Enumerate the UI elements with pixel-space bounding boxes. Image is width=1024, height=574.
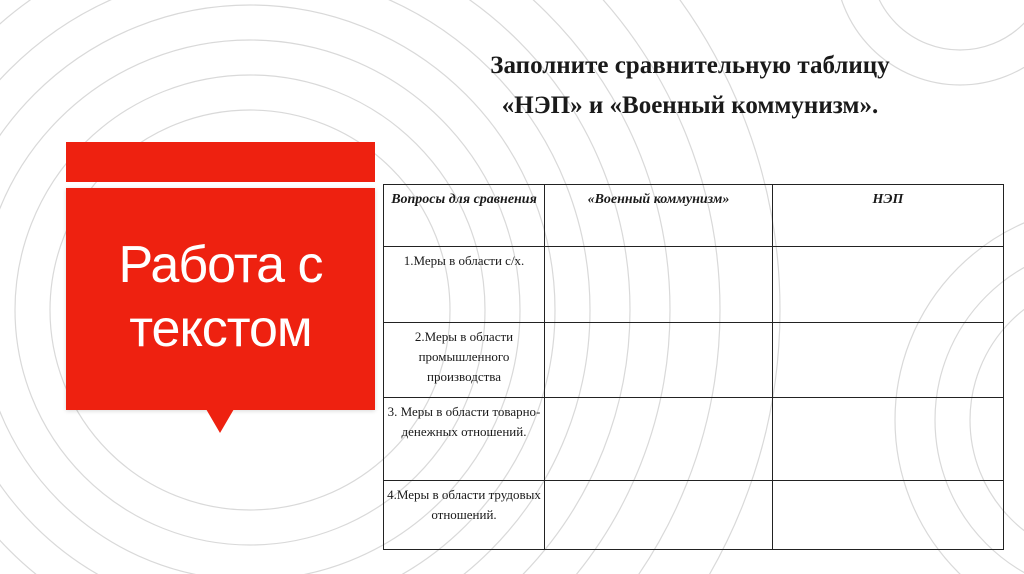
column-header-war-communism: «Военный коммунизм»: [545, 185, 773, 247]
heading-line-1: Заполните сравнительную таблицу: [490, 52, 890, 79]
column-header-nep: НЭП: [773, 185, 1004, 247]
row-question: 2.Меры в области промышленного производства: [384, 323, 545, 398]
accent-strip: [66, 142, 375, 182]
table-row: [384, 247, 1004, 323]
comparison-table: [383, 184, 1004, 550]
war-communism-cell[interactable]: [545, 481, 773, 550]
table-row: [384, 398, 1004, 481]
war-communism-cell[interactable]: [545, 247, 773, 323]
table-row: [384, 323, 1004, 398]
title-box-pointer: [206, 409, 234, 433]
nep-cell[interactable]: [773, 398, 1004, 481]
slide-heading: [400, 46, 980, 126]
war-communism-cell[interactable]: [545, 398, 773, 481]
heading-line-2: «НЭП» и «Военный коммунизм».: [501, 92, 879, 119]
war-communism-cell[interactable]: [545, 323, 773, 398]
table-row: [384, 481, 1004, 550]
nep-cell[interactable]: [773, 247, 1004, 323]
column-header-questions: Вопросы для сравнения: [384, 185, 545, 247]
row-question: 4.Меры в области трудовых отношений.: [384, 481, 545, 550]
nep-cell[interactable]: [773, 481, 1004, 550]
slide-title: Работа с текстом: [118, 236, 323, 358]
row-question: 1.Меры в области с/х.: [384, 247, 545, 323]
row-question: 3. Меры в области товарно-денежных отношений.: [384, 398, 545, 481]
nep-cell[interactable]: [773, 323, 1004, 398]
table-header-row: [384, 185, 1004, 247]
